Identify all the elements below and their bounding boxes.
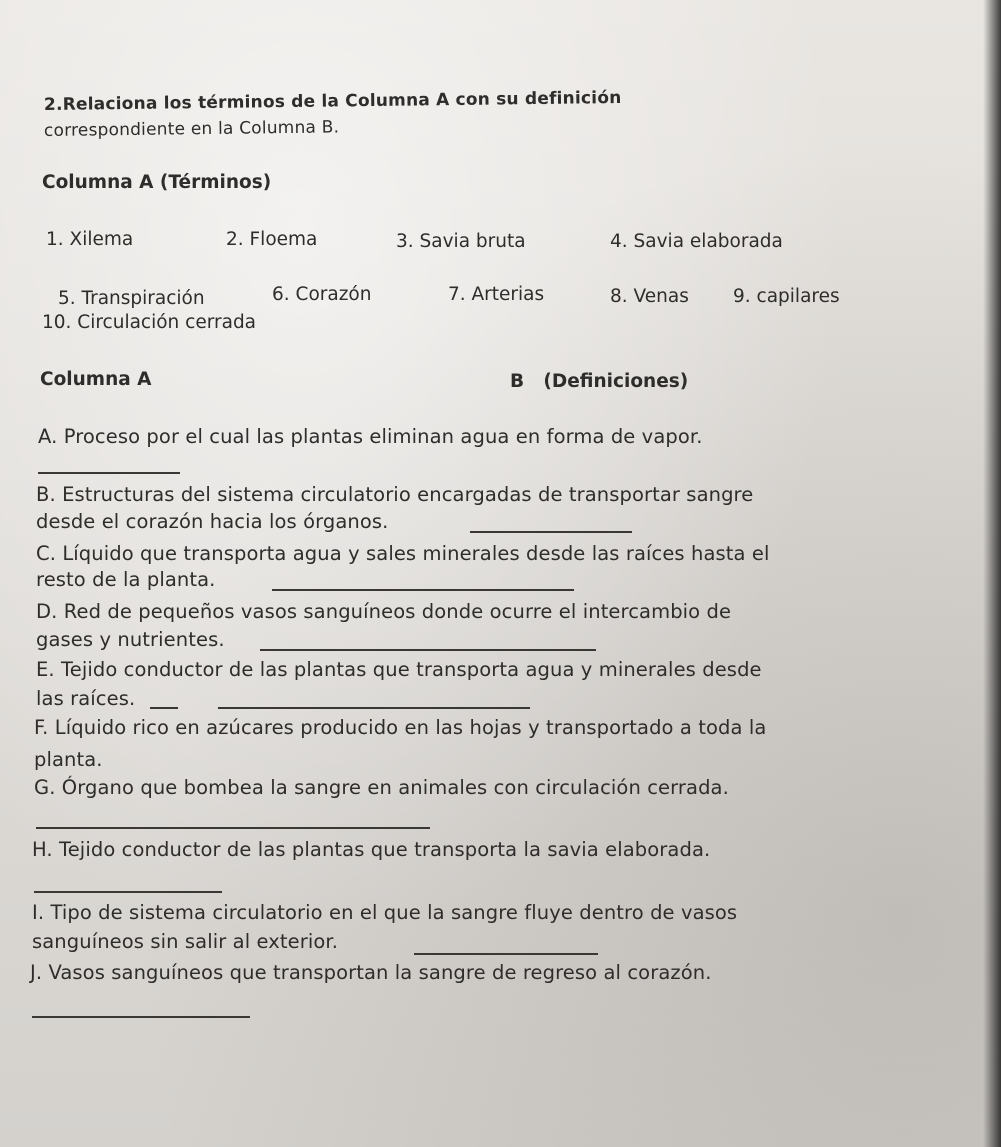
answer-blank-h[interactable] xyxy=(34,891,222,893)
definition-a: A. Proceso por el cual las plantas eliminan agua en forma de vapor. xyxy=(38,425,703,448)
term-3: 3. Savia bruta xyxy=(396,231,526,252)
definition-f-line-2: planta. xyxy=(34,748,103,771)
instruction-line-1: 2.Relaciona los términos de la Columna A con su definición xyxy=(43,87,622,115)
definition-c-line-1: C. Líquido que transporta agua y sales minerales desde las raíces hasta el xyxy=(36,542,770,565)
answer-blank-c[interactable] xyxy=(272,589,574,591)
answer-blank-i[interactable] xyxy=(414,953,598,955)
answer-blank-b[interactable] xyxy=(470,531,632,533)
definition-i-line-1: I. Tipo de sistema circulatorio en el que la sangre fluye dentro de vasos xyxy=(32,901,738,924)
answer-blank-d[interactable] xyxy=(260,649,596,651)
answer-blank-g[interactable] xyxy=(36,827,430,829)
term-7: 7. Arterias xyxy=(448,284,545,305)
definition-g: G. Órgano que bombea la sangre en animales con circulación cerrada. xyxy=(34,776,729,799)
instruction-line-2: correspondiente en la Columna B. xyxy=(43,117,340,141)
page-edge-shadow xyxy=(983,0,1001,1147)
term-1: 1. Xilema xyxy=(46,229,134,250)
term-6: 6. Corazón xyxy=(272,284,372,305)
definition-b-line-1: B. Estructuras del sistema circulatorio encargadas de transportar sangre xyxy=(36,483,754,506)
definition-c-line-2: resto de la planta. xyxy=(36,568,216,591)
definition-e-line-1: E. Tejido conductor de las plantas que transporta agua y minerales desde xyxy=(36,658,762,681)
definition-d-line-2: gases y nutrientes. xyxy=(36,628,225,651)
term-9: 9. capilares xyxy=(733,286,840,307)
definition-i-line-2: sanguíneos sin salir al exterior. xyxy=(32,930,339,953)
column-a-heading: Columna A (Términos) xyxy=(42,172,272,193)
answer-blank-j[interactable] xyxy=(32,1016,250,1018)
term-5: 5. Transpiración xyxy=(58,288,205,309)
answer-blank-e[interactable] xyxy=(218,707,530,709)
definition-j: J. Vasos sanguíneos que transportan la sangre de regreso al corazón. xyxy=(30,961,712,984)
term-4: 4. Savia elaborada xyxy=(610,231,783,252)
term-8: 8. Venas xyxy=(610,286,689,307)
column-b-label: B (Definiciones) xyxy=(510,371,689,392)
answer-blank-e-short[interactable] xyxy=(150,707,178,709)
definition-f-line-1: F. Líquido rico en azúcares producido en las hojas y transportado a toda la xyxy=(34,716,767,739)
answer-blank-a[interactable] xyxy=(38,472,180,474)
definition-h: H. Tejido conductor de las plantas que transporta la savia elaborada. xyxy=(32,838,711,861)
term-10: 10. Circulación cerrada xyxy=(42,312,257,333)
column-a-label: Columna A xyxy=(40,369,152,390)
definition-b-line-2: desde el corazón hacia los órganos. xyxy=(36,510,389,533)
definition-e-line-2: las raíces. xyxy=(36,687,136,710)
definition-d-line-1: D. Red de pequeños vasos sanguíneos donde ocurre el intercambio de xyxy=(36,600,732,623)
term-2: 2. Floema xyxy=(226,229,318,250)
